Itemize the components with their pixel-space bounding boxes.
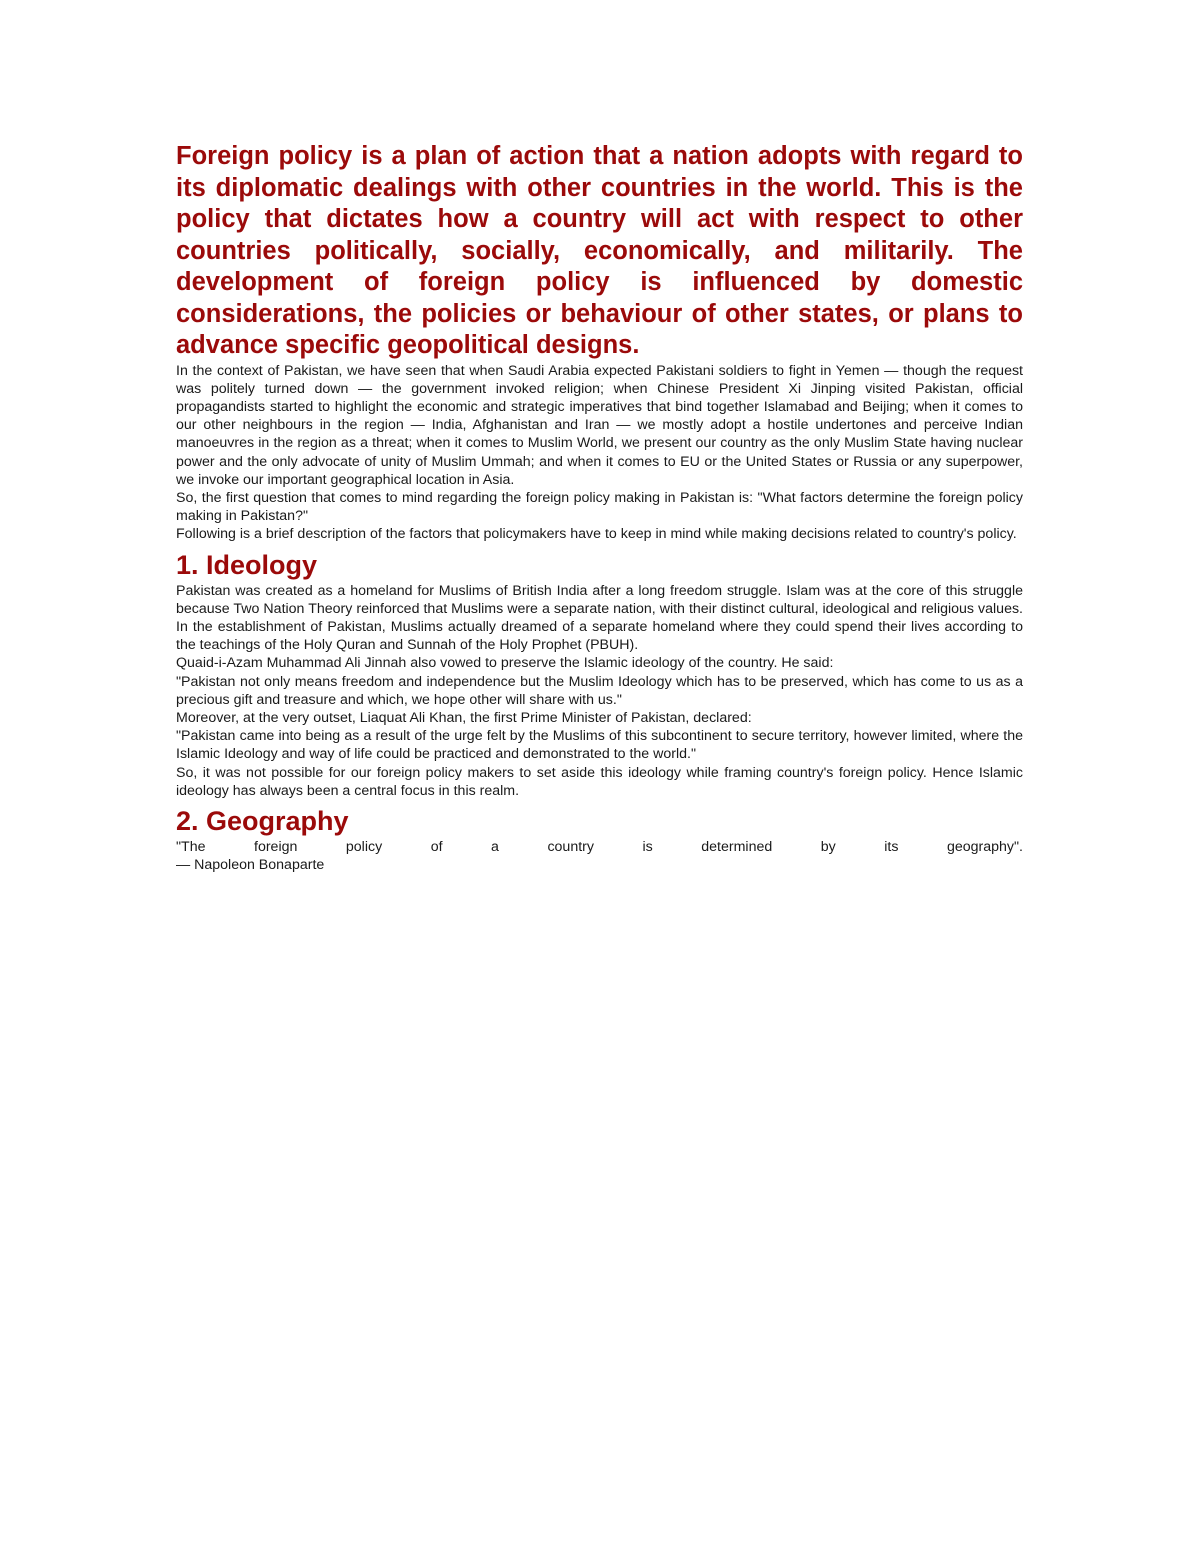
- jinnah-quote: "Pakistan not only means freedom and independence but the Muslim Ideology which has to be preserved, which has come to us as a precious gift and treasure and which, we hope other will share with us.": [176, 673, 1023, 708]
- liaquat-quote: "Pakistan came into being as a result of the urge felt by the Muslims of this subcontinent to secure territory, however limited, where the Islamic Ideology and way of life could be practiced and demonstrated to the world.": [176, 728, 1023, 763]
- context-paragraph-2: So, the first question that comes to mind regarding the foreign policy making in Pakistan is: "What factors determine the foreign policy making in Pakistan?": [176, 489, 1023, 525]
- document-page: [176, 141, 1023, 874]
- ideology-paragraph-2: Quaid-i-Azam Muhammad Ali Jinnah also vowed to preserve the Islamic ideology of the country. He said:: [176, 655, 834, 672]
- ideology-heading: 1. Ideology: [176, 549, 318, 580]
- napoleon-quote: "The foreign policy of a country is determined by its geography".: [176, 838, 1023, 855]
- ideology-paragraph-1: Pakistan was created as a homeland for Muslims of British India after a long freedom struggle. Islam was at the core of this struggle because Two Nation Theory reinforced that Muslims were a separate nation, with their distinct cultural, ideological and religious values. In the establishment of Pakistan, Muslims actually dreamed of a separate homeland where they could spend their lives according to the teachings of the Holy Quran and Sunnah of the Holy Prophet (PBUH).: [176, 582, 1023, 654]
- geography-heading: 2. Geography: [176, 805, 349, 836]
- napoleon-attribution: — Napoleon Bonaparte: [176, 857, 325, 874]
- ideology-paragraph-6: So, it was not possible for our foreign policy makers to set aside this ideology while framing country's foreign policy. Hence Islamic ideology has always been a central focus in this realm.: [176, 764, 1023, 799]
- context-paragraph-1: In the context of Pakistan, we have seen that when Saudi Arabia expected Pakistani soldiers to fight in Yemen — though the request was politely turned down — the government invoked religion; when Chinese President Xi Jinping visited Pakistan, official propagandists started to highlight the economic and strategic imperatives that bind together Islamabad and Beijing; when it comes to our other neighbours in the region — India, Afghanistan and Iran — we mostly adopt a hostile undertones and perceive Indian manoeuvres in the region as a threat; when it comes to Muslim World, we present our country as the only Muslim State having nuclear power and the only advocate of unity of Muslim Ummah; and when it comes to EU or the United States or Russia or any superpower, we invoke our important geographical location in Asia.: [176, 362, 1023, 488]
- context-paragraph-3: Following is a brief description of the factors that policymakers have to keep in mind while making decisions related to country's policy.: [176, 526, 1017, 543]
- intro-paragraph: Foreign policy is a plan of action that a nation adopts with regard to its diplomatic dealings with other countries in the world. This is the policy that dictates how a country will act with respect to other countries politically, socially, economically, and militarily. The development of foreign policy is influenced by domestic considerations, the policies or behaviour of other states, or plans to advance specific geopolitical designs.: [176, 142, 1023, 359]
- ideology-paragraph-4: Moreover, at the very outset, Liaquat Ali Khan, the first Prime Minister of Pakistan, declared:: [176, 709, 752, 726]
